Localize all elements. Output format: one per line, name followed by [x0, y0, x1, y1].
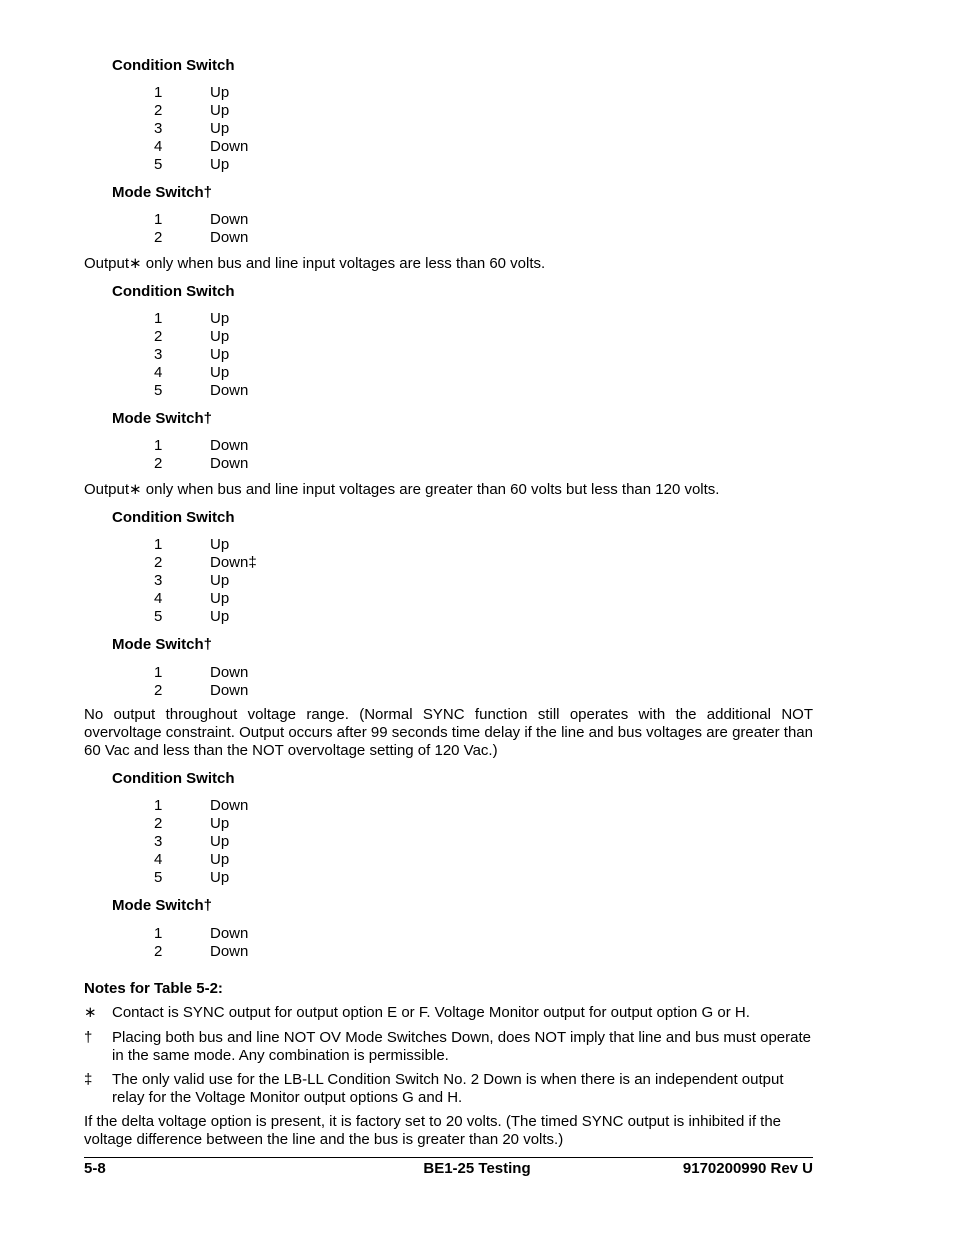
switch-number: 1	[154, 310, 163, 327]
switch-position: Up	[210, 815, 230, 832]
condition-switch-heading: Condition Switch	[112, 283, 235, 300]
switch-number: 5	[154, 156, 163, 173]
switch-number: 4	[154, 138, 163, 155]
mode-switch-heading: Mode Switch†	[112, 184, 213, 201]
switch-number: 3	[154, 120, 163, 137]
note-symbol: †	[84, 1029, 93, 1046]
condition-switch-heading: Condition Switch	[112, 770, 235, 787]
note-text: Placing both bus and line NOT OV Mode Switches Down, does NOT imply that line and bus must operate in the same mode. Any combination is permissible.	[112, 1029, 811, 1064]
switch-position: Up	[210, 156, 230, 173]
switch-position: Up	[210, 364, 230, 381]
switch-position: Up	[210, 102, 230, 119]
switch-number: 1	[154, 536, 163, 553]
switch-position: Up	[210, 328, 230, 345]
switch-position: Down	[210, 925, 249, 942]
condition-switch-heading: Condition Switch	[112, 509, 235, 526]
switch-number: 5	[154, 608, 163, 625]
switch-number: 3	[154, 833, 163, 850]
switch-position: Down	[210, 664, 249, 681]
switch-position: Up	[210, 346, 230, 363]
switch-number: 2	[154, 682, 163, 699]
switch-position: Down	[210, 437, 249, 454]
switch-position: Up	[210, 310, 230, 327]
switch-number: 1	[154, 664, 163, 681]
condition-switch-heading: Condition Switch	[112, 57, 235, 74]
footer-rule	[84, 1157, 813, 1158]
mode-switch-heading: Mode Switch†	[112, 897, 213, 914]
closing-paragraph: If the delta voltage option is present, it is factory set to 20 volts. (The timed SYNC output is inhibited if the voltage difference between the line and the bus is greater than 20 volts.)	[84, 1113, 782, 1148]
notes-heading: Notes for Table 5-2:	[84, 980, 223, 997]
switch-number: 1	[154, 797, 163, 814]
switch-position: Down	[210, 211, 249, 228]
switch-position: Down	[210, 229, 249, 246]
switch-position: Up	[210, 84, 230, 101]
output-description: Output∗ only when bus and line input voltages are less than 60 volts.	[84, 255, 546, 272]
switch-number: 2	[154, 229, 163, 246]
switch-position: Up	[210, 851, 230, 868]
footer-page-number: 5-8	[84, 1160, 106, 1177]
mode-switch-heading: Mode Switch†	[112, 636, 213, 653]
switch-position: Down‡	[210, 554, 257, 571]
switch-number: 1	[154, 211, 163, 228]
switch-number: 1	[154, 437, 163, 454]
footer-doc-number: 9170200990 Rev U	[682, 1160, 813, 1177]
switch-position: Up	[210, 120, 230, 137]
switch-number: 2	[154, 328, 163, 345]
footer-section-title: BE1-25 Testing	[423, 1160, 531, 1177]
switch-number: 2	[154, 455, 163, 472]
switch-position: Down	[210, 138, 249, 155]
switch-number: 5	[154, 869, 163, 886]
switch-number: 1	[154, 925, 163, 942]
note-symbol: ∗	[84, 1004, 97, 1021]
output-description: No output throughout voltage range. (Normal SYNC function still operates with the additional NOT overvoltage constraint. Output occurs after 99 seconds time delay if the line and bus voltages are greater than 60 Vac and less than the NOT overvoltage setting of 120 Vac.)	[84, 706, 813, 759]
switch-position: Up	[210, 608, 230, 625]
mode-switch-heading: Mode Switch†	[112, 410, 213, 427]
switch-position: Down	[210, 455, 249, 472]
switch-number: 2	[154, 815, 163, 832]
switch-position: Down	[210, 943, 249, 960]
switch-position: Up	[210, 536, 230, 553]
switch-number: 3	[154, 346, 163, 363]
note-text: The only valid use for the LB-LL Condition Switch No. 2 Down is when there is an independent output relay for the Voltage Monitor output options G and H.	[112, 1071, 784, 1106]
switch-position: Up	[210, 590, 230, 607]
switch-position: Up	[210, 869, 230, 886]
switch-number: 3	[154, 572, 163, 589]
switch-number: 4	[154, 590, 163, 607]
switch-position: Up	[210, 833, 230, 850]
switch-position: Up	[210, 572, 230, 589]
note-symbol: ‡	[84, 1071, 93, 1088]
switch-number: 4	[154, 364, 163, 381]
switch-number: 1	[154, 84, 163, 101]
switch-number: 2	[154, 102, 163, 119]
switch-number: 2	[154, 943, 163, 960]
switch-number: 2	[154, 554, 163, 571]
note-text: Contact is SYNC output for output option E or F. Voltage Monitor output for output option G or H.	[112, 1004, 750, 1021]
switch-position: Down	[210, 682, 249, 699]
switch-position: Down	[210, 797, 249, 814]
switch-number: 5	[154, 382, 163, 399]
switch-position: Down	[210, 382, 249, 399]
switch-number: 4	[154, 851, 163, 868]
output-description: Output∗ only when bus and line input voltages are greater than 60 volts but less than 120 volts.	[84, 481, 720, 498]
